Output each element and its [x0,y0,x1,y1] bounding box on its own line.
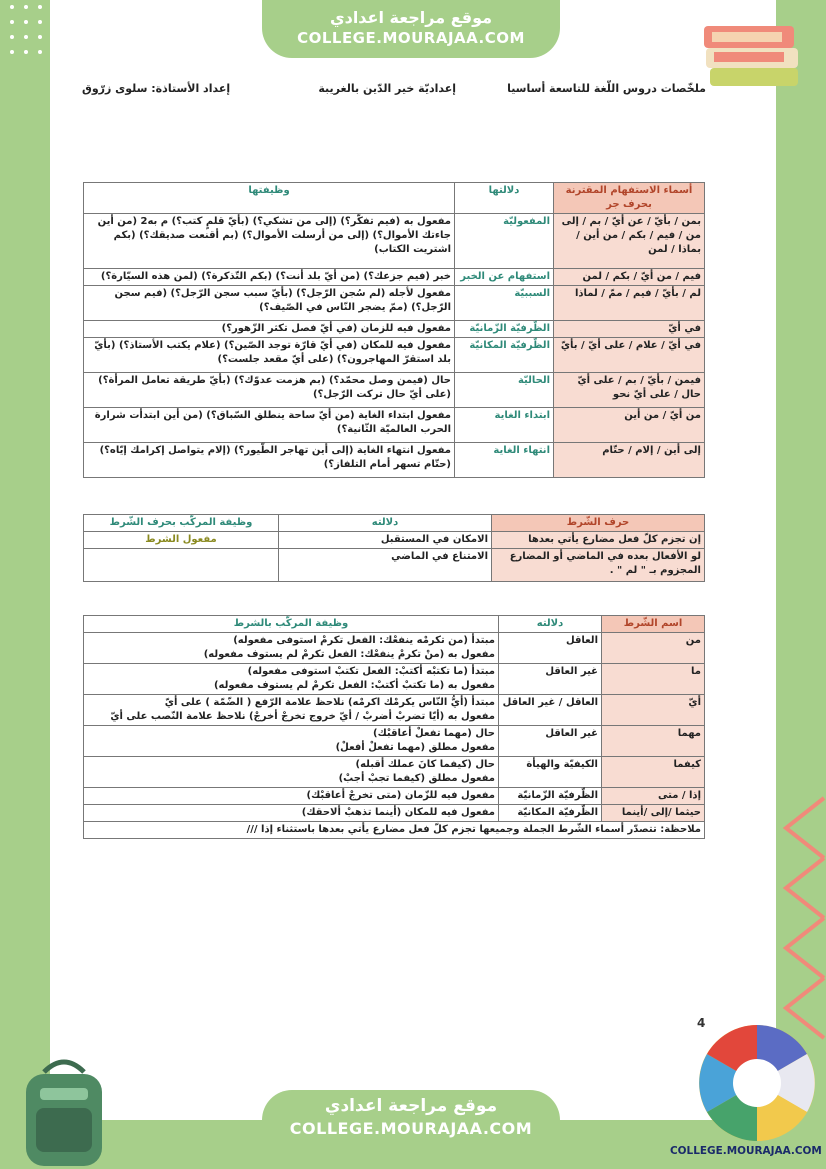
header-school: إعداديّة خير الدّين بالغريبة [318,82,456,95]
col-header: دلالته [499,616,602,633]
table-cell: مفعول انتهاء الغاية (إلى أين تهاجر الطّيور؟) (إلام يتواصل إكرامك إيّاه؟) (حتّام تسهر أمام التلفاز؟) [84,443,455,478]
table-cell: في أيّ / علام / على أيّ / بأيّ [554,338,705,373]
decorative-dot [66,50,70,54]
table-cell: إذا / متى [602,788,705,805]
table-cell: حيثما /إلى /أينما [602,805,705,822]
table-cell: مفعول الشرط [84,532,279,549]
function-line: حال (مهما تفعلْ أعاقبْك) [373,728,495,739]
table-row [84,286,705,321]
table-cell: ابتداء الغاية [455,408,554,443]
table-cell [84,549,279,582]
table-cell: أيّ [602,695,705,726]
header-subject: ملخّصات دروس اللّغة للتاسعة أساسيا [507,82,706,95]
decorative-dot [108,20,112,24]
col-header: دلالتها [455,183,554,214]
table-row [84,373,705,408]
table-cell: غير العاقل [499,726,602,757]
site-name: موقع مراجعة اعدادي [329,8,493,27]
table-cell [84,757,499,788]
decorative-dot [52,5,56,9]
table-cell: لو الأفعال بعده في الماضي أو المضارع المجزوم بـ " لم " . [492,549,705,582]
function-line: مفعول به (ما تكتبْ أكتبْ: الفعل تكرمْ لم يستوف مفعوله) [213,680,495,691]
table-cell [84,726,499,757]
table-cell: الامكان في المستقبل [279,532,492,549]
site-logo-icon [696,1022,818,1144]
function-line: مفعول به (أيّا تضربْ أضربْ / أيّ خروج تخرجْ أخرجْ) نلاحظ علامة النّصب على أيّ [110,711,495,722]
table-cell: مفعول ابتداء الغاية (من أيّ ساحة ينطلق السّباق؟) (من أين ابتدأت شرارة الحرب العالميّة الثّانية؟) [84,408,455,443]
decorative-dot [122,20,126,24]
decorative-dot [178,20,182,24]
decorative-dot [150,5,154,9]
decorative-dot [94,20,98,24]
function-line: مفعول مطلق (كيفما تجبْ أجبْ) [338,773,495,784]
table-cell: المفعوليّة [455,214,554,269]
table-cell: العاقل / غير العاقل [499,695,602,726]
decorative-dot [178,50,182,54]
backpack-icon [14,1052,114,1167]
table-cell: الكيفيّة والهيأة [499,757,602,788]
table-cell: خبر (فيم جزعك؟) (من أيّ بلد أنت؟) (بكم التّذكرة؟) (لمن هذه السيّارة؟) [84,269,455,286]
decorative-dot [94,5,98,9]
conditional-particle-table [83,514,705,582]
decorative-dot [38,20,42,24]
table-row [84,633,705,664]
function-line: مبتدأ (أيُّ النّاس يكرمْك اكرمْه) نلاحظ علامة الرّفع ( الضّمّة ) على أيّ [164,697,495,708]
table-cell: الحاليّة [455,373,554,408]
table-row [84,822,705,839]
col-header: اسم الشّرط [602,616,705,633]
table-cell: الظّرفيّة المكانيّة [499,805,602,822]
table-cell: من [602,633,705,664]
site-name-bottom: موقع مراجعة اعدادي [324,1096,498,1116]
function-line: مبتدأ (من تكرمْه ينفعْك: الفعل تكرمْ استوفى مفعوله) [233,635,495,646]
header-teacher: إعداد الأستاذة: سلوى زرّوق [82,82,231,95]
decorative-dot [192,5,196,9]
table-row [84,664,705,695]
decorative-dot [150,50,154,54]
table-row [84,338,705,373]
table-cell: الظّرفيّة الزّمانيّة [455,321,554,338]
table-cell: من أيّ / من أين [554,408,705,443]
decorative-dot [10,20,14,24]
table-row [84,408,705,443]
decorative-dot [94,35,98,39]
table-cell: استفهام عن الخبر [455,269,554,286]
table-cell: مفعول فيه للزمان (في أيّ فصل تكثر الزّهور؟) [84,321,455,338]
table-cell: لم / بأيّ / فيم / ممّ / لماذا [554,286,705,321]
table-row [84,788,705,805]
decorative-dot [38,50,42,54]
table-cell: مفعول به (فيم تفكّر؟) (إلى من تشكي؟) (بأيّ قلمٍ كتب؟) م به2 (من أين جاءتك الأموال؟) (إلى من أرسلت الأموال؟) (بم أقنعت صديقك؟) (بكم اشتريت الكتاب) [84,214,455,269]
site-domain[interactable]: COLLEGE.MOURAJAA.COM [297,29,525,47]
interrogative-table [83,182,705,478]
decorative-dot [192,35,196,39]
decorative-dot [38,35,42,39]
decorative-dot [122,5,126,9]
table-row [84,726,705,757]
table-cell: مهما [602,726,705,757]
decorative-dot [150,35,154,39]
decorative-dot [136,5,140,9]
table-cell: السببيّة [455,286,554,321]
decorative-dot [66,5,70,9]
table-row [84,805,705,822]
decorative-dot [24,20,28,24]
decorative-dot [80,20,84,24]
table-cell [84,695,499,726]
decorative-dot [24,5,28,9]
col-header: وظيفة المركّب بحرف الشّرط [84,515,279,532]
decorative-dot [10,50,14,54]
table-row [84,757,705,788]
decorative-dot [108,5,112,9]
table-cell: العاقل [499,633,602,664]
table-row [84,321,705,338]
table-cell: كيفما [602,757,705,788]
logo-domain[interactable]: COLLEGE.MOURAJAA.COM [669,1144,822,1157]
decorative-dot [10,5,14,9]
decorative-dot [52,50,56,54]
function-line: مفعول مطلق (مهما تفعلْ أفعلْ) [335,742,495,753]
decorative-dot [52,35,56,39]
decorative-dot [80,50,84,54]
col-header: وظيفة المركّب بالشرط [84,616,499,633]
decorative-dot [178,5,182,9]
function-line: مفعول به (منْ تكرمْ ينفعْك: الفعل تكرمْ لم يستوف مفعوله) [203,649,495,660]
decorative-dot [192,50,196,54]
table-cell: فيم / من أيّ / بكم / لمن [554,269,705,286]
col-header: وظيفتها [84,183,455,214]
table-row [84,695,705,726]
decorative-dot [52,20,56,24]
decorative-dot [164,35,168,39]
decorative-dot [108,35,112,39]
decorative-dot [94,50,98,54]
decorative-dot [108,50,112,54]
table-cell: بمن / بأيّ / عن أيّ / بم / إلى من / فيم / بكم / من أين / بماذا / لمن [554,214,705,269]
table-cell: فيمن / بأيّ / بم / على أيّ حال / على أيّ نحو [554,373,705,408]
decorative-dot [122,50,126,54]
decorative-dot [80,5,84,9]
chevron-decoration-icon [756,790,826,1040]
table-cell: مفعول لأجله (لم سُجن الرّجل؟) (بأيّ سبب سجن الرّجل؟) (فيم سجن الرّجل؟) (ممّ يضجر النّاس في الصّيف؟) [84,286,455,321]
col-header: أسماء الاستفهام المقترنة بحرف جر [554,183,705,214]
books-icon [700,14,810,94]
table-cell: إن تجزم كلّ فعل مضارع يأتي بعدها [492,532,705,549]
function-line: حال (كيفما كانَ عملك أقبله) [355,759,495,770]
decorative-dot [164,5,168,9]
decorative-dot [150,20,154,24]
table-row [84,214,705,269]
decorative-dot [122,35,126,39]
decorative-dot [80,35,84,39]
table-row [84,532,705,549]
col-header: دلالته [279,515,492,532]
decorative-dot [136,35,140,39]
table-cell: في أيّ [554,321,705,338]
decorative-dot [66,20,70,24]
table-cell: حال (فيمن وصل محمّد؟) (بم هزمت عدوّك؟) (بأيّ طريقة تعامل المرأة؟) (على أيّ حال تركت الرّجل؟) [84,373,455,408]
table-cell: مفعول فيه للزّمان (متى تخرجْ أعاقبْك) [84,788,499,805]
table-cell: مفعول فيه للمكان (أينما تذهبْ ألاحقك) [84,805,499,822]
table-cell: إلى أين / إلام / حتّام [554,443,705,478]
table-cell [84,664,499,695]
decorative-dot [10,35,14,39]
col-header: حرف الشّرط [492,515,705,532]
table-cell [84,633,499,664]
table-cell: الامتناع في الماضي [279,549,492,582]
table-cell: غير العاقل [499,664,602,695]
table-cell: الظّرفيّة الزّمانيّة [499,788,602,805]
site-ribbon-bottom [262,1090,560,1169]
decorative-dot [136,20,140,24]
table-cell: مفعول فيه للمكان (في أيّ قارّة توجد الصّين؟) (علام يكتب الأستاذ؟) (بأيّ بلد استقرّ المهاجرون؟) (على أيّ مقعد جلست؟) [84,338,455,373]
conditional-noun-table [83,615,705,839]
decorative-dot [24,35,28,39]
table-cell: ما [602,664,705,695]
table-row [84,269,705,286]
decorative-dot [136,50,140,54]
decorative-dot [192,20,196,24]
site-ribbon-top [262,0,560,58]
decorative-dot [24,50,28,54]
table-cell: انتهاء الغاية [455,443,554,478]
decorative-dot [38,5,42,9]
decorative-dot [66,35,70,39]
decorative-dot [178,35,182,39]
table-row [84,443,705,478]
note-cell: ملاحظة: تتصدّر أسماء الشّرط الجملة وجميعها تجزم كلّ فعل مضارع يأتي بعدها باستثناء إذا /// [84,822,705,839]
document-header [82,82,706,100]
decorative-dot [164,20,168,24]
function-line: مبتدأ (ما تكتبْه أكتبْ: الفعل تكتبْ استوفى مفعوله) [247,666,495,677]
table-row [84,549,705,582]
decorative-dot [164,50,168,54]
page-number: 4 [697,1016,706,1030]
table-cell: الظّرفيّة المكانيّة [455,338,554,373]
site-domain-bottom[interactable]: COLLEGE.MOURAJAA.COM [289,1119,533,1138]
